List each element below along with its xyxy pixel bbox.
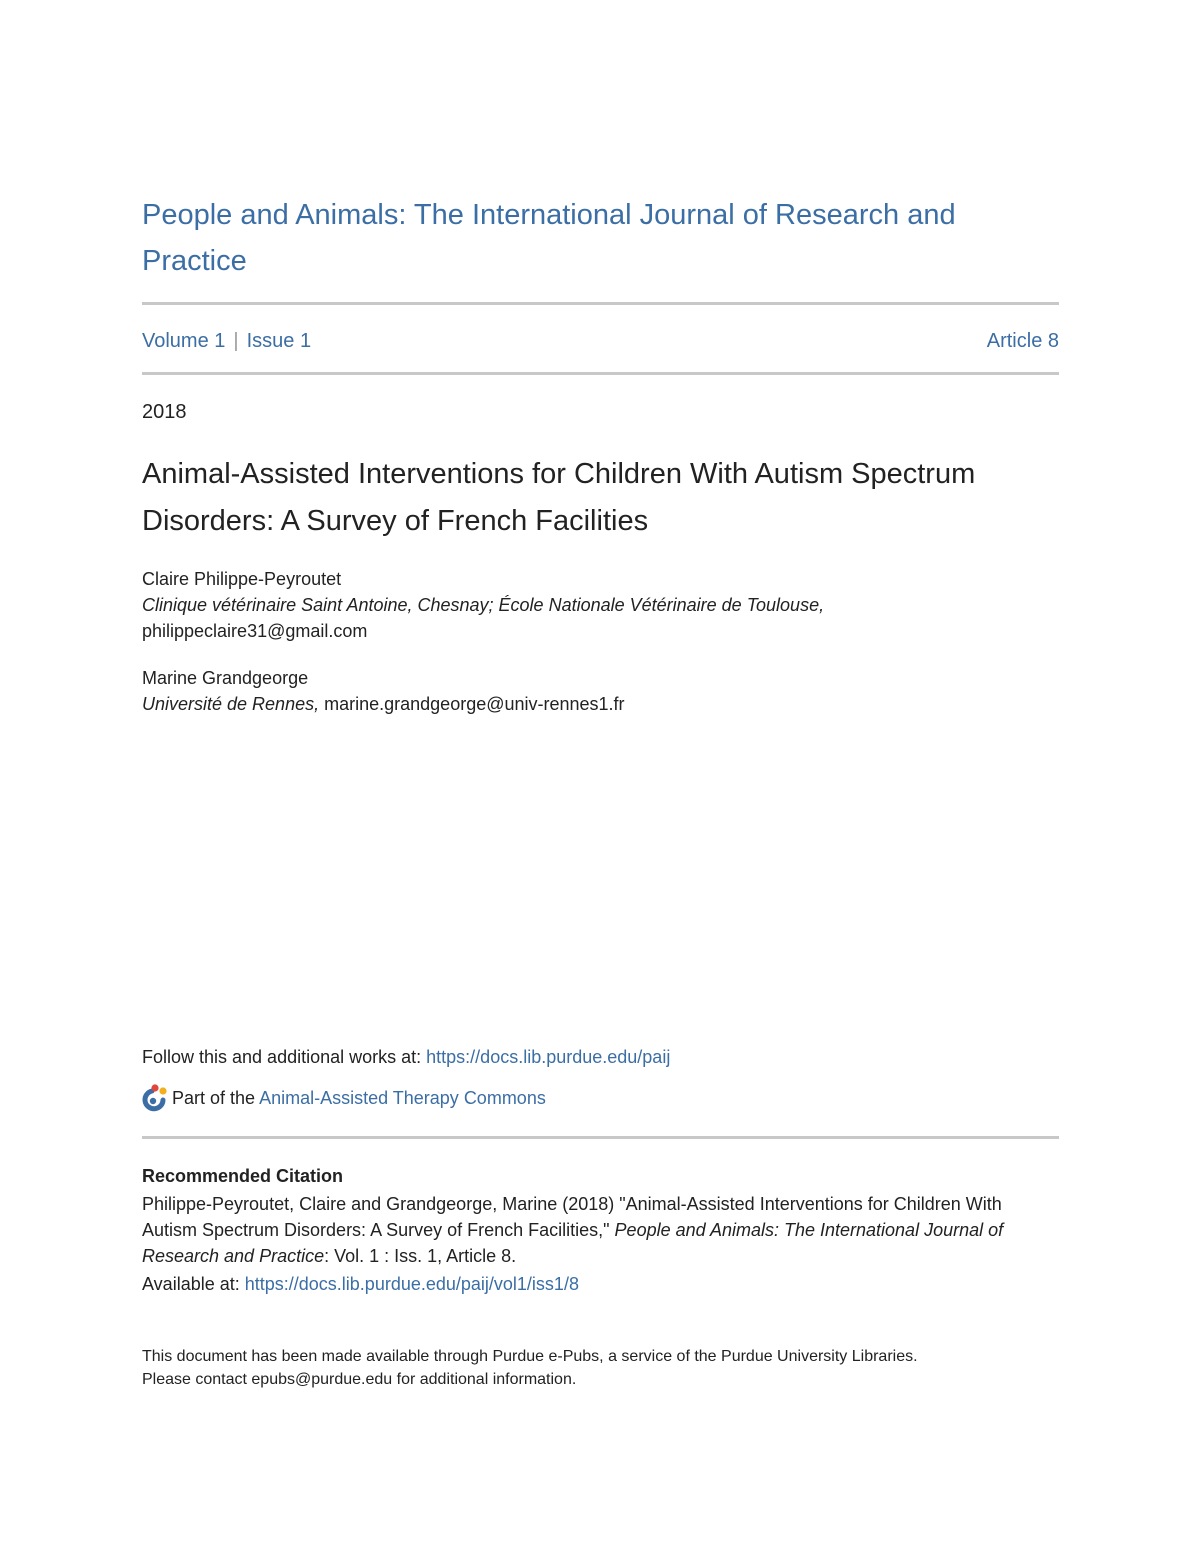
network-logo-icon	[142, 1083, 168, 1113]
article-number-link[interactable]: Article 8	[986, 330, 1059, 352]
issue-link[interactable]: Issue 1	[246, 330, 312, 352]
citation-text	[142, 1191, 1042, 1269]
volume-link[interactable]: Volume 1	[142, 330, 226, 352]
bottom-divider	[142, 1136, 1059, 1139]
author-entry	[142, 665, 1059, 717]
author-email: marine.grandgeorge@univ-rennes1.fr	[324, 694, 625, 714]
article-url-link[interactable]: https://docs.lib.purdue.edu/paij/vol1/iss1/8	[244, 1274, 579, 1294]
citation-body: Philippe-Peyroutet, Claire and Grandgeorge, Marine (2018) "Animal-Assisted Interventions for Children With Autism Spectrum Disorders: A Survey of French Facilities,"	[142, 1194, 1002, 1240]
middle-divider	[142, 372, 1059, 375]
publication-year: 2018	[142, 401, 187, 423]
author-entry	[142, 566, 1059, 644]
repository-link[interactable]: https://docs.lib.purdue.edu/paij	[426, 1047, 671, 1067]
available-label: Available at:	[142, 1274, 245, 1294]
citation-heading: Recommended Citation	[142, 1166, 344, 1186]
issue-info-row	[142, 326, 1059, 356]
author-affiliation: Clinique vétérinaire Saint Antoine, Chesnay; École Nationale Vétérinaire de Toulouse,	[142, 595, 825, 615]
footer-line-2: Please contact epubs@purdue.edu for additional information.	[142, 1371, 577, 1388]
author-name: Marine Grandgeorge	[142, 668, 309, 688]
author-name: Claire Philippe-Peyroutet	[142, 569, 342, 589]
volume-issue-separator: |	[233, 330, 239, 352]
citation-tail: : Vol. 1 : Iss. 1, Article 8.	[324, 1246, 517, 1266]
follow-label: Follow this and additional works at:	[142, 1047, 427, 1067]
part-of-line	[142, 1083, 546, 1113]
author-email: philippeclaire31@gmail.com	[142, 621, 368, 641]
commons-link[interactable]: Animal-Assisted Therapy Commons	[259, 1088, 546, 1108]
part-of-label: Part of the	[172, 1088, 260, 1108]
journal-title-link[interactable]: People and Animals: The International Journal of Research and Practice	[142, 199, 956, 277]
top-divider	[142, 302, 1059, 305]
citation-journal: People and Animals: The International Journal of Research and Practice	[142, 1220, 1004, 1266]
cover-page	[142, 0, 1059, 1553]
author-affiliation: Université de Rennes,	[142, 694, 320, 714]
footer-line-1: This document has been made available through Purdue e-Pubs, a service of the Purdue University Libraries.	[142, 1348, 918, 1365]
article-title: Animal-Assisted Interventions for Children With Autism Spectrum Disorders: A Survey of French Facilities	[142, 458, 976, 537]
footer-note	[142, 1345, 1059, 1391]
available-line	[142, 1270, 579, 1298]
follow-line	[142, 1043, 670, 1071]
